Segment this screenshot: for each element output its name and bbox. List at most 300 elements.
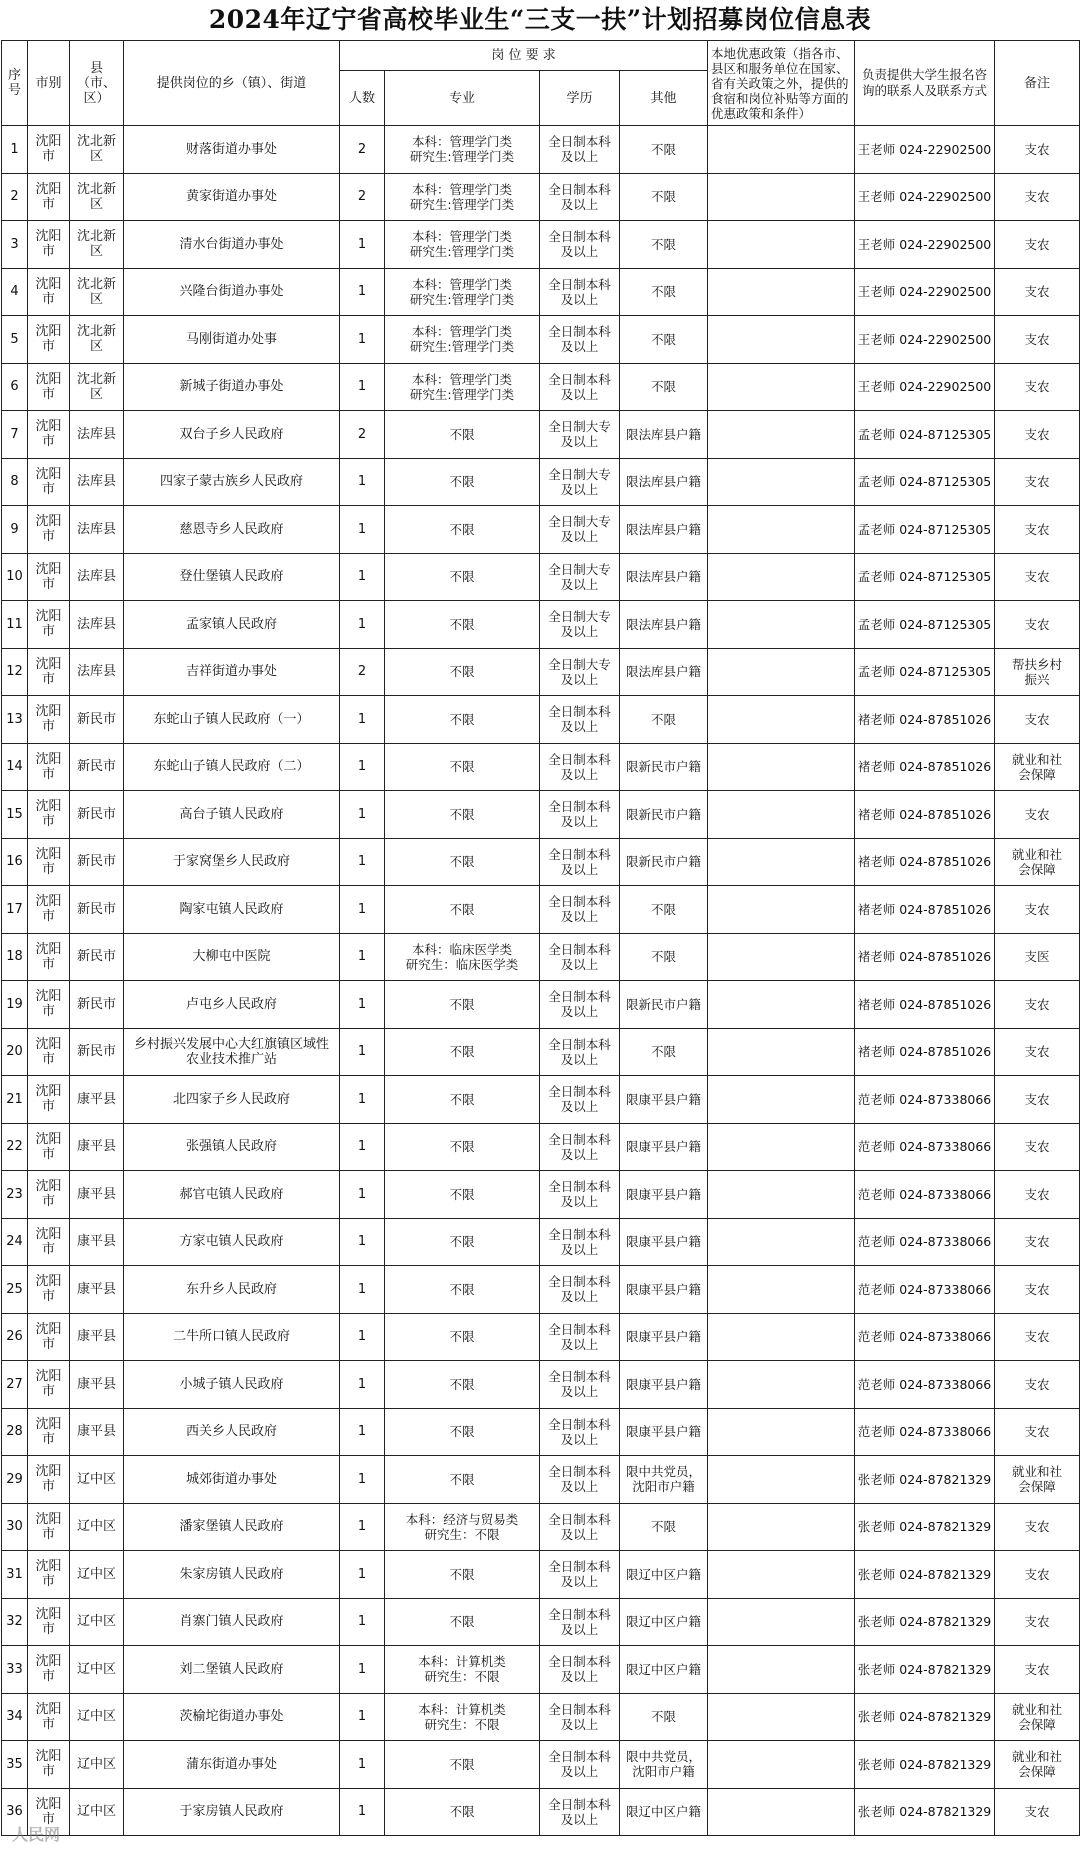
- row-other-text: 限康平县户籍: [626, 1186, 702, 1202]
- row-contact: [855, 886, 995, 934]
- row-contact: [855, 743, 995, 791]
- header-count: 人数: [340, 71, 385, 126]
- row-major-text: 不限: [449, 806, 475, 822]
- row-city-text: 沈阳市: [35, 609, 62, 640]
- table-row: [2, 1598, 1080, 1646]
- header-other: 其他: [620, 71, 708, 126]
- row-count: [340, 743, 385, 791]
- row-county-text: 辽中区: [76, 1661, 116, 1677]
- row-contact-text: 范老师 024-87338066: [857, 1281, 992, 1297]
- row-township-text: 黄家街道办事处: [185, 189, 277, 205]
- row-county: [70, 411, 124, 459]
- row-other-text: 限法库县户籍: [626, 474, 702, 490]
- row-education: [540, 1313, 620, 1361]
- row-major-text: 不限: [449, 1756, 475, 1772]
- row-other-text: 限中共党员， 沈阳市户籍: [626, 1464, 702, 1495]
- row-other-text: 不限: [651, 1709, 677, 1725]
- row-township: [124, 1503, 340, 1551]
- row-contact: [855, 1028, 995, 1076]
- row-count: [340, 1408, 385, 1456]
- row-township-text: 于家窝堡乡人民政府: [172, 854, 290, 870]
- row-count-text: 1: [357, 1566, 367, 1582]
- row-index: [2, 648, 28, 696]
- row-count-text: 1: [357, 1376, 367, 1392]
- row-township: [124, 1361, 340, 1409]
- row-contact: [855, 1076, 995, 1124]
- row-township-text: 二牛所口镇人民政府: [172, 1329, 290, 1345]
- row-local-policy: [708, 1123, 855, 1171]
- row-local-policy: [708, 743, 855, 791]
- row-county: [70, 1551, 124, 1599]
- row-remarks-text: 支农: [1024, 1329, 1050, 1345]
- row-index: [2, 1028, 28, 1076]
- row-city-text: 沈阳市: [35, 1796, 62, 1827]
- row-other-text: 限法库县户籍: [626, 664, 702, 680]
- row-township-text: 财落街道办事处: [185, 141, 277, 157]
- row-count: [340, 458, 385, 506]
- row-other-text: 限法库县户籍: [626, 426, 702, 442]
- row-other: [620, 126, 708, 174]
- row-major-text: 不限: [449, 996, 475, 1012]
- row-education: [540, 1693, 620, 1741]
- row-index: [2, 1551, 28, 1599]
- header-local-policy: 本地优惠政策（指各市、县区和服务单位在国家、省有关政策之外，提供的食宿和岗位补贴等方面的优惠政策和条件）: [708, 41, 855, 126]
- row-city-text: 沈阳市: [35, 846, 62, 877]
- row-major: [385, 791, 540, 839]
- row-city: [28, 1408, 70, 1456]
- row-index-text: 13: [6, 711, 23, 727]
- row-city: [28, 316, 70, 364]
- row-township-text: 慈恩寺乡人民政府: [179, 521, 284, 537]
- row-contact: [855, 268, 995, 316]
- row-education: [540, 126, 620, 174]
- row-major-text: 本科：管理学门类 研究生:管理学门类: [409, 276, 515, 307]
- row-township-text: 新城子街道办事处: [179, 379, 284, 395]
- row-count-text: 1: [357, 1804, 367, 1820]
- row-count-text: 1: [357, 569, 367, 585]
- row-count-text: 1: [357, 616, 367, 632]
- row-county-text: 法库县: [76, 426, 116, 442]
- row-major-text: 不限: [449, 1329, 475, 1345]
- row-county: [70, 981, 124, 1029]
- row-contact: [855, 126, 995, 174]
- row-contact-text: 王老师 024-22902500: [857, 236, 992, 252]
- row-local-policy: [708, 696, 855, 744]
- row-major: [385, 1693, 540, 1741]
- row-city: [28, 1266, 70, 1314]
- row-township: [124, 173, 340, 221]
- row-index: [2, 1503, 28, 1551]
- row-city: [28, 1171, 70, 1219]
- row-major-text: 本科：管理学门类 研究生:管理学门类: [409, 229, 515, 260]
- row-local-policy: [708, 1028, 855, 1076]
- row-contact: [855, 696, 995, 744]
- row-education: [540, 648, 620, 696]
- row-count-text: 2: [357, 426, 367, 442]
- row-remarks: [995, 648, 1080, 696]
- row-remarks: [995, 221, 1080, 269]
- row-township: [124, 1598, 340, 1646]
- row-other: [620, 981, 708, 1029]
- row-index-text: 28: [6, 1424, 23, 1440]
- header-contact: 负责提供大学生报名咨询的联系人及联系方式: [855, 41, 995, 126]
- row-county: [70, 1076, 124, 1124]
- row-contact-text: 张老师 024-87821329: [857, 1804, 992, 1820]
- row-township: [124, 411, 340, 459]
- row-township-text: 马刚街道办处事: [185, 331, 277, 347]
- table-row: [2, 221, 1080, 269]
- row-major-text: 本科：计算机类 研究生：不限: [418, 1654, 506, 1685]
- row-index-text: 3: [10, 236, 19, 252]
- row-education-text: 全日制本科 及以上: [548, 1796, 611, 1827]
- row-other-text: 不限: [651, 1519, 677, 1535]
- row-county: [70, 173, 124, 221]
- row-education: [540, 1741, 620, 1789]
- row-index-text: 15: [6, 806, 23, 822]
- row-count-text: 1: [357, 1234, 367, 1250]
- row-other-text: 不限: [651, 236, 677, 252]
- row-count: [340, 696, 385, 744]
- row-major: [385, 601, 540, 649]
- row-county-text: 康平县: [76, 1376, 116, 1392]
- row-index-text: 19: [6, 996, 23, 1012]
- row-remarks-text: 就业和社 会保障: [1012, 846, 1063, 877]
- row-other: [620, 1503, 708, 1551]
- row-township-text: 兴隆台街道办事处: [179, 284, 284, 300]
- row-township: [124, 1693, 340, 1741]
- row-contact-text: 范老师 024-87338066: [857, 1424, 992, 1440]
- row-remarks-text: 就业和社 会保障: [1012, 1464, 1063, 1495]
- row-major: [385, 1266, 540, 1314]
- row-county-text: 辽中区: [76, 1471, 116, 1487]
- row-index-text: 2: [10, 189, 19, 205]
- row-contact-text: 褚老师 024-87851026: [857, 996, 992, 1012]
- row-city: [28, 363, 70, 411]
- row-local-policy: [708, 268, 855, 316]
- row-contact: [855, 1503, 995, 1551]
- row-local-policy: [708, 838, 855, 886]
- row-contact-text: 褚老师 024-87851026: [857, 901, 992, 917]
- table-row: [2, 268, 1080, 316]
- row-other: [620, 601, 708, 649]
- row-major: [385, 1028, 540, 1076]
- row-remarks: [995, 173, 1080, 221]
- row-education: [540, 838, 620, 886]
- row-education-text: 全日制本科 及以上: [548, 799, 611, 830]
- row-city: [28, 648, 70, 696]
- row-township-text: 四家子蒙古族乡人民政府: [159, 474, 303, 490]
- row-education-text: 全日制本科 及以上: [548, 181, 611, 212]
- row-education-text: 全日制本科 及以上: [548, 1559, 611, 1590]
- row-index-text: 7: [10, 426, 19, 442]
- table-row: [2, 1123, 1080, 1171]
- row-other-text: 限新民市户籍: [626, 759, 702, 775]
- row-city-text: 沈阳市: [35, 1274, 62, 1305]
- row-count: [340, 886, 385, 934]
- row-county: [70, 838, 124, 886]
- row-local-policy: [708, 553, 855, 601]
- row-major: [385, 506, 540, 554]
- row-township: [124, 696, 340, 744]
- row-city: [28, 1693, 70, 1741]
- row-count: [340, 933, 385, 981]
- row-township: [124, 1408, 340, 1456]
- row-major: [385, 458, 540, 506]
- row-major-text: 不限: [449, 616, 475, 632]
- row-major-text: 不限: [449, 1186, 475, 1202]
- row-major-text: 不限: [449, 1566, 475, 1582]
- row-township-text: 刘二堡镇人民政府: [179, 1661, 284, 1677]
- row-township: [124, 1218, 340, 1266]
- row-education: [540, 458, 620, 506]
- row-remarks: [995, 316, 1080, 364]
- row-remarks: [995, 696, 1080, 744]
- row-major: [385, 1551, 540, 1599]
- row-contact: [855, 1741, 995, 1789]
- row-local-policy: [708, 601, 855, 649]
- row-city: [28, 696, 70, 744]
- row-major-text: 不限: [449, 569, 475, 585]
- row-count: [340, 1266, 385, 1314]
- row-major-text: 不限: [449, 1234, 475, 1250]
- row-county: [70, 648, 124, 696]
- row-township: [124, 1076, 340, 1124]
- row-education: [540, 1551, 620, 1599]
- row-index: [2, 1598, 28, 1646]
- row-remarks-text: 支农: [1024, 1661, 1050, 1677]
- row-county: [70, 1788, 124, 1836]
- row-remarks: [995, 791, 1080, 839]
- row-contact-text: 张老师 024-87821329: [857, 1614, 992, 1630]
- row-count: [340, 1076, 385, 1124]
- row-education: [540, 696, 620, 744]
- row-education-text: 全日制本科 及以上: [548, 704, 611, 735]
- row-remarks: [995, 1076, 1080, 1124]
- row-county-text: 康平县: [76, 1139, 116, 1155]
- row-county-text: 新民市: [76, 759, 116, 775]
- row-city: [28, 1218, 70, 1266]
- row-major: [385, 1218, 540, 1266]
- table-row: [2, 1028, 1080, 1076]
- row-major: [385, 1741, 540, 1789]
- row-remarks: [995, 126, 1080, 174]
- row-contact-text: 王老师 024-22902500: [857, 284, 992, 300]
- row-count-text: 1: [357, 901, 367, 917]
- row-remarks-text: 支农: [1024, 1519, 1050, 1535]
- row-contact: [855, 1456, 995, 1504]
- row-county-text: 新民市: [76, 901, 116, 917]
- row-index-text: 32: [6, 1614, 23, 1630]
- row-count-text: 1: [357, 1661, 367, 1677]
- row-major: [385, 553, 540, 601]
- row-other-text: 不限: [651, 331, 677, 347]
- row-index: [2, 1123, 28, 1171]
- row-contact-text: 孟老师 024-87125305: [857, 521, 992, 537]
- row-major-text: 本科：计算机类 研究生：不限: [418, 1701, 506, 1732]
- row-education-text: 全日制本科 及以上: [548, 276, 611, 307]
- row-other: [620, 173, 708, 221]
- row-city: [28, 126, 70, 174]
- row-index: [2, 126, 28, 174]
- row-county-text: 康平县: [76, 1329, 116, 1345]
- row-education: [540, 981, 620, 1029]
- row-township-text: 陶家屯镇人民政府: [179, 901, 284, 917]
- row-other: [620, 316, 708, 364]
- row-city-text: 沈阳市: [35, 1511, 62, 1542]
- row-major-text: 不限: [449, 711, 475, 727]
- row-major: [385, 648, 540, 696]
- row-other-text: 不限: [651, 379, 677, 395]
- row-index-text: 9: [10, 521, 19, 537]
- row-count: [340, 1646, 385, 1694]
- row-contact-text: 范老师 024-87338066: [857, 1234, 992, 1250]
- row-township-text: 大柳屯中医院: [192, 949, 271, 965]
- row-index: [2, 981, 28, 1029]
- row-township-text: 乡村振兴发展中心大红旗镇区域性 农业技术推广站: [133, 1036, 329, 1067]
- row-remarks: [995, 981, 1080, 1029]
- row-contact-text: 范老师 024-87338066: [857, 1376, 992, 1392]
- row-education: [540, 1171, 620, 1219]
- row-remarks: [995, 1741, 1080, 1789]
- row-count-text: 1: [357, 1044, 367, 1060]
- table-row: [2, 933, 1080, 981]
- row-education-text: 全日制本科 及以上: [548, 1464, 611, 1495]
- row-city: [28, 553, 70, 601]
- row-city-text: 沈阳市: [35, 1321, 62, 1352]
- row-index-text: 8: [10, 474, 19, 490]
- row-count-text: 1: [357, 1424, 367, 1440]
- row-education: [540, 363, 620, 411]
- row-education-text: 全日制大专 及以上: [548, 419, 611, 450]
- row-contact: [855, 1788, 995, 1836]
- row-contact-text: 范老师 024-87338066: [857, 1329, 992, 1345]
- row-city-text: 沈阳市: [35, 1559, 62, 1590]
- row-county: [70, 933, 124, 981]
- table-row: [2, 838, 1080, 886]
- row-township: [124, 1788, 340, 1836]
- row-county: [70, 126, 124, 174]
- row-contact: [855, 411, 995, 459]
- row-index-text: 10: [6, 569, 23, 585]
- table-row: [2, 363, 1080, 411]
- row-city: [28, 506, 70, 554]
- row-county-text: 法库县: [76, 569, 116, 585]
- row-major-text: 本科：管理学门类 研究生:管理学门类: [409, 324, 515, 355]
- row-city: [28, 601, 70, 649]
- row-major: [385, 1598, 540, 1646]
- table-row: [2, 126, 1080, 174]
- row-city-text: 沈阳市: [35, 1654, 62, 1685]
- row-remarks: [995, 1503, 1080, 1551]
- row-remarks: [995, 1456, 1080, 1504]
- row-county: [70, 316, 124, 364]
- row-index-text: 5: [10, 331, 19, 347]
- table-body: [2, 126, 1080, 1836]
- row-county: [70, 221, 124, 269]
- row-index: [2, 1361, 28, 1409]
- row-local-policy: [708, 411, 855, 459]
- row-index: [2, 1646, 28, 1694]
- row-remarks: [995, 743, 1080, 791]
- row-education-text: 全日制本科 及以上: [548, 134, 611, 165]
- row-county-text: 新民市: [76, 806, 116, 822]
- table-row: [2, 1788, 1080, 1836]
- row-township: [124, 1313, 340, 1361]
- row-index: [2, 791, 28, 839]
- row-contact: [855, 1218, 995, 1266]
- row-township-text: 朱家房镇人民政府: [179, 1566, 284, 1582]
- row-index-text: 22: [6, 1139, 23, 1155]
- row-contact: [855, 791, 995, 839]
- row-education: [540, 1598, 620, 1646]
- row-township: [124, 268, 340, 316]
- row-city-text: 沈阳市: [35, 229, 62, 260]
- row-education-text: 全日制大专 及以上: [548, 561, 611, 592]
- row-education-text: 全日制本科 及以上: [548, 229, 611, 260]
- row-county-text: 辽中区: [76, 1804, 116, 1820]
- row-county: [70, 1693, 124, 1741]
- row-contact-text: 张老师 024-87821329: [857, 1661, 992, 1677]
- row-education-text: 全日制本科 及以上: [548, 324, 611, 355]
- row-contact: [855, 933, 995, 981]
- row-count-text: 1: [357, 1756, 367, 1772]
- row-remarks: [995, 363, 1080, 411]
- row-remarks: [995, 1218, 1080, 1266]
- row-remarks: [995, 553, 1080, 601]
- table-row: [2, 648, 1080, 696]
- row-major-text: 本科：管理学门类 研究生:管理学门类: [409, 181, 515, 212]
- table-row: [2, 1218, 1080, 1266]
- row-count-text: 1: [357, 759, 367, 775]
- row-index-text: 33: [6, 1661, 23, 1677]
- row-education: [540, 268, 620, 316]
- row-count-text: 1: [357, 1709, 367, 1725]
- header-education: 学历: [540, 71, 620, 126]
- row-education-text: 全日制本科 及以上: [548, 1226, 611, 1257]
- table-row: [2, 791, 1080, 839]
- row-township-text: 东蛇山子镇人民政府（二）: [153, 759, 310, 775]
- row-county-text: 沈北新区: [76, 229, 116, 260]
- row-township: [124, 838, 340, 886]
- row-contact-text: 王老师 024-22902500: [857, 141, 992, 157]
- row-education-text: 全日制本科 及以上: [548, 1084, 611, 1115]
- row-major-text: 不限: [449, 426, 475, 442]
- row-city-text: 沈阳市: [35, 371, 62, 402]
- row-major: [385, 1076, 540, 1124]
- row-other-text: 限新民市户籍: [626, 806, 702, 822]
- table-row: [2, 1456, 1080, 1504]
- row-other: [620, 648, 708, 696]
- row-index-text: 11: [6, 616, 23, 632]
- row-remarks-text: 支农: [1024, 1139, 1050, 1155]
- row-county-text: 法库县: [76, 664, 116, 680]
- row-contact: [855, 458, 995, 506]
- row-local-policy: [708, 506, 855, 554]
- positions-table: [1, 40, 1080, 1836]
- row-index: [2, 553, 28, 601]
- row-education-text: 全日制本科 及以上: [548, 1321, 611, 1352]
- row-city-text: 沈阳市: [35, 1416, 62, 1447]
- row-township: [124, 1028, 340, 1076]
- row-remarks-text: 帮扶乡村 振兴: [1012, 656, 1063, 687]
- row-education: [540, 933, 620, 981]
- row-major: [385, 1171, 540, 1219]
- table-row: [2, 1076, 1080, 1124]
- row-remarks-text: 就业和社 会保障: [1012, 1749, 1063, 1780]
- row-county-text: 新民市: [76, 1044, 116, 1060]
- row-contact: [855, 1313, 995, 1361]
- row-township: [124, 363, 340, 411]
